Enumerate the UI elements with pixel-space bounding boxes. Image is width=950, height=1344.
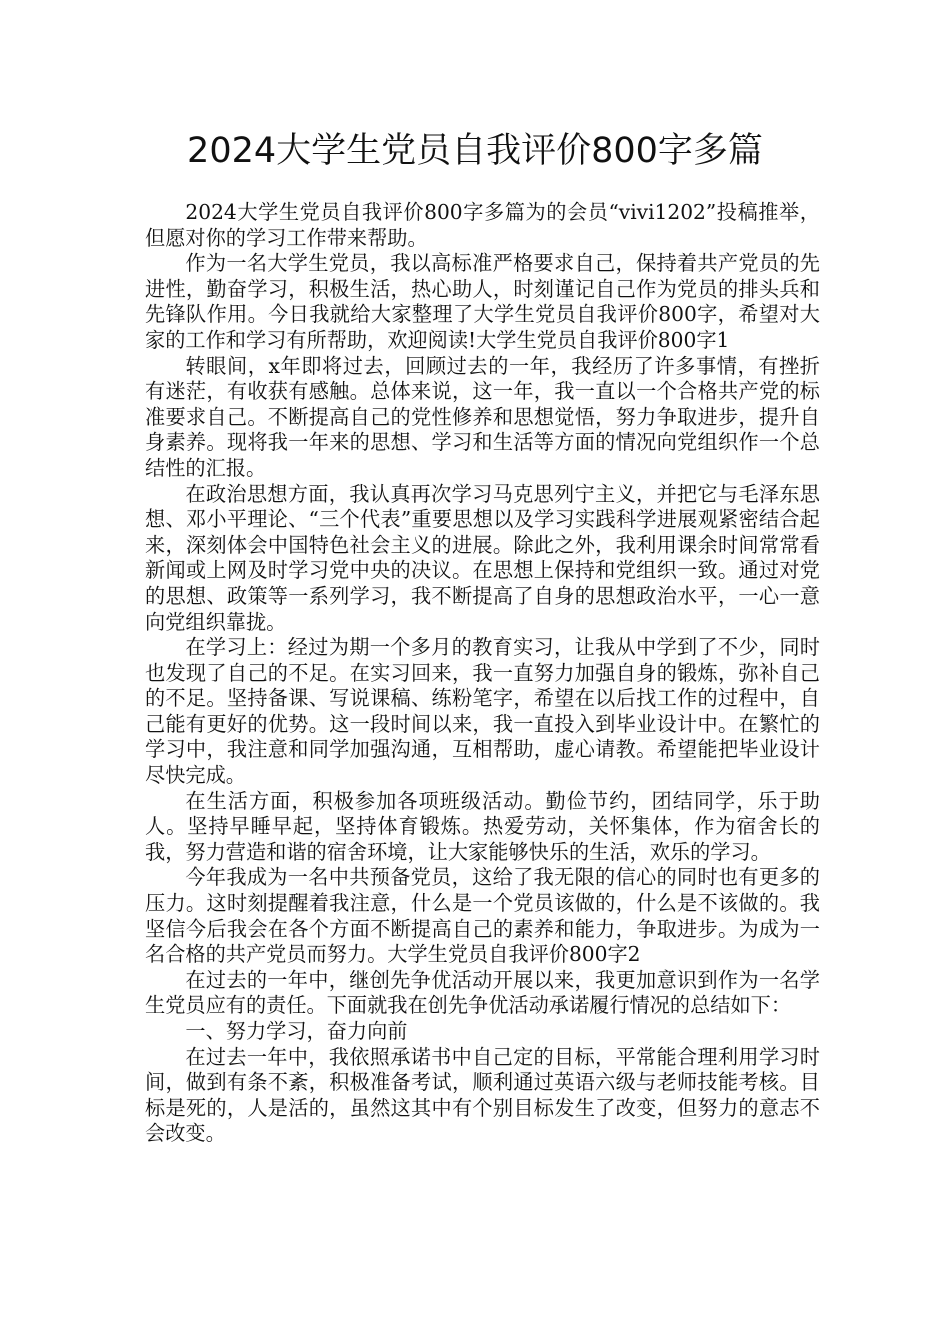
paragraph: 作为一名大学生党员，我以高标准严格要求自己，保持着共产党员的先进性，勤奋学习，积极生活，热心助人，时刻谨记自己作为党员的排头兵和先锋队作用。今日我就给大家整理了大学生党员自我评价800字，希望对大家的工作和学习有所帮助，欢迎阅读!大学生党员自我评价800字1	[145, 251, 820, 352]
paragraph: 在学习上：经过为期一个多月的教育实习，让我从中学到了不少，同时也发现了自己的不足。在实习回来，我一直努力加强自身的锻炼，弥补自己的不足。坚持备课、写说课稿、练粉笔字，希望在以后找工作的过程中，自己能有更好的优势。这一段时间以来，我一直投入到毕业设计中。在繁忙的学习中，我注意和同学加强沟通，互相帮助，虚心请教。希望能把毕业设计尽快完成。	[145, 635, 820, 788]
document-title: 2024大学生党员自我评价800字多篇	[187, 131, 763, 171]
paragraph: 在过去的一年中，继创先争优活动开展以来，我更加意识到作为一名学生党员应有的责任。下面就我在创先争优活动承诺履行情况的总结如下：	[145, 967, 820, 1018]
paragraph: 在过去一年中，我依照承诺书中自己定的目标，平常能合理利用学习时间，做到有条不紊，积极准备考试，顺利通过英语六级与老师技能考核。目标是死的，人是活的，虽然这其中有个别目标发生了改变，但努力的意志不会改变。	[145, 1044, 820, 1146]
paragraph: 转眼间，x年即将过去，回顾过去的一年，我经历了许多事情，有挫折有迷茫，有收获有感触。总体来说，这一年，我一直以一个合格共产党的标准要求自己。不断提高自己的党性修养和思想觉悟，努力争取进步，提升自身素养。现将我一年来的思想、学习和生活等方面的情况向党组织作一个总结性的汇报。	[145, 353, 820, 480]
paragraph: 在政治思想方面，我认真再次学习马克思列宁主义，并把它与毛泽东思想、邓小平理论、“三个代表”重要思想以及学习实践科学进展观紧密结合起来，深刻体会中国特色社会主义的进展。除此之外，我利用课余时间常常看新闻或上网及时学习党中央的决议。在思想上保持和党组织一致。通过对党的思想、政策等一系列学习，我不断提高了自身的思想政治水平，一心一意向党组织靠拢。	[145, 481, 820, 634]
paragraph: 在生活方面，积极参加各项班级活动。勤俭节约，团结同学，乐于助人。坚持早睡早起，坚持体育锻炼。热爱劳动，关怀集体，作为宿舍长的我，努力营造和谐的宿舍环境，让大家能够快乐的生活，欢乐的学习。	[145, 788, 820, 864]
paragraph: 今年我成为一名中共预备党员，这给了我无限的信心的同时也有更多的压力。这时刻提醒着我注意，什么是一个党员该做的，什么是不该做的。我坚信今后我会在各个方面不断提高自己的素养和能力，争取进步。为成为一名合格的共产党员而努力。大学生党员自我评价800字2	[145, 865, 820, 967]
section-heading: 一、努力学习，奋力向前	[185, 1019, 408, 1043]
paragraph-intro: 2024大学生党员自我评价800字多篇为的会员“vivi1202”投稿推举，但愿对你的学习工作带来帮助。	[145, 200, 820, 250]
document-body	[145, 200, 820, 1147]
